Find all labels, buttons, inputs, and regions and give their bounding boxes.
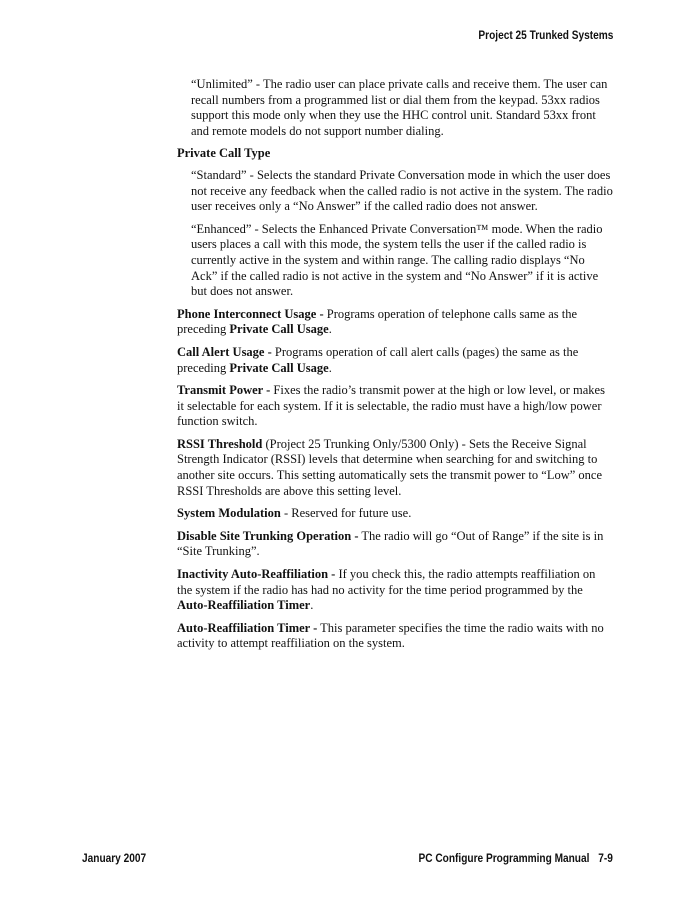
auto-reaffiliation-timer-paragraph bbox=[177, 621, 613, 652]
system-modulation-text: - Reserved for future use. bbox=[280, 506, 412, 521]
private-call-type-heading: Private Call Type bbox=[177, 146, 271, 161]
phone-interconnect-end: . bbox=[328, 322, 332, 337]
call-alert-term: Call Alert Usage - bbox=[177, 344, 272, 359]
inactivity-auto-reaffiliation-text: If you check this, the radio attempts reaffiliation on the system if the radio has had no activity for the time period programmed by the bbox=[177, 567, 596, 597]
inactivity-auto-reaffiliation-term: Inactivity Auto-Reaffiliation - bbox=[177, 567, 336, 582]
footer-date: January 2007 bbox=[82, 853, 147, 865]
call-alert-paragraph bbox=[177, 345, 613, 376]
call-alert-end: . bbox=[328, 360, 332, 375]
inactivity-auto-reaffiliation-end: . bbox=[310, 598, 314, 613]
page-header: Project 25 Trunked Systems bbox=[478, 30, 613, 42]
footer-manual-title: PC Configure Programming Manual bbox=[418, 853, 590, 865]
footer-manual bbox=[419, 853, 613, 865]
unlimited-paragraph: “Unlimited” - The radio user can place private calls and receive them. The user can recall numbers from a programmed list or dial them from the keypad. 53xx radios support this mode only when they use the HHC control unit. Standard 53xx front and remote models do not support number dialing. bbox=[191, 77, 608, 138]
page-content bbox=[177, 77, 613, 659]
page-number: 7-9 bbox=[598, 853, 613, 865]
phone-interconnect-term: Phone Interconnect Usage - bbox=[177, 306, 324, 321]
inactivity-auto-reaffiliation-paragraph bbox=[177, 567, 613, 614]
transmit-power-paragraph bbox=[177, 383, 613, 430]
standard-paragraph: “Standard” - Selects the standard Private Conversation mode in which the user does not receive any feedback when the called radio is not active in the system. The radio user receives only a “No Answer” if the called radio does not answer. bbox=[191, 167, 613, 214]
transmit-power-text: Fixes the radio’s transmit power at the high or low level, or makes it selectable for each system. If it is selectable, the radio must have a high/low power function switch. bbox=[177, 383, 605, 429]
auto-reaffiliation-timer-term: Auto-Reaffiliation Timer - bbox=[177, 620, 318, 635]
disable-site-trunking-paragraph bbox=[177, 529, 613, 560]
rssi-threshold-term: RSSI Threshold bbox=[177, 436, 263, 451]
phone-interconnect-ref: Private Call Usage bbox=[229, 322, 329, 337]
transmit-power-term: Transmit Power - bbox=[177, 383, 271, 398]
system-modulation-paragraph bbox=[177, 506, 613, 522]
call-alert-ref: Private Call Usage bbox=[229, 360, 329, 375]
inactivity-auto-reaffiliation-ref: Auto-Reaffiliation Timer bbox=[177, 598, 311, 613]
disable-site-trunking-term: Disable Site Trunking Operation - bbox=[177, 528, 359, 543]
rssi-threshold-text: (Project 25 Trunking Only/5300 Only) - Sets the Receive Signal Strength Indicator (RSSI) levels that determine when searching for and switching to another site occurs. This setting automatically sets the transmit power to “Low” once RSSI Thresholds are above this setting level. bbox=[177, 436, 602, 498]
phone-interconnect-paragraph bbox=[177, 307, 613, 338]
call-alert-text: Programs operation of call alert calls (pages) the same as the preceding bbox=[177, 344, 579, 375]
system-modulation-term: System Modulation bbox=[177, 506, 281, 521]
disable-site-trunking-text: The radio will go “Out of Range” if the site is in “Site Trunking”. bbox=[177, 528, 604, 559]
phone-interconnect-text: Programs operation of telephone calls same as the preceding bbox=[177, 306, 578, 337]
auto-reaffiliation-timer-text: This parameter specifies the time the radio waits with no activity to attempt reaffiliation on the system. bbox=[177, 620, 604, 651]
enhanced-paragraph: “Enhanced” - Selects the Enhanced Private Conversation™ mode. When the radio users places a call with this mode, the system tells the user if the called radio is currently active in the system and within range. The calling radio displays “No Ack” if the called radio is not active in the system and “No Answer” if it is active but does not answer. bbox=[191, 221, 603, 299]
rssi-threshold-paragraph bbox=[177, 437, 613, 499]
